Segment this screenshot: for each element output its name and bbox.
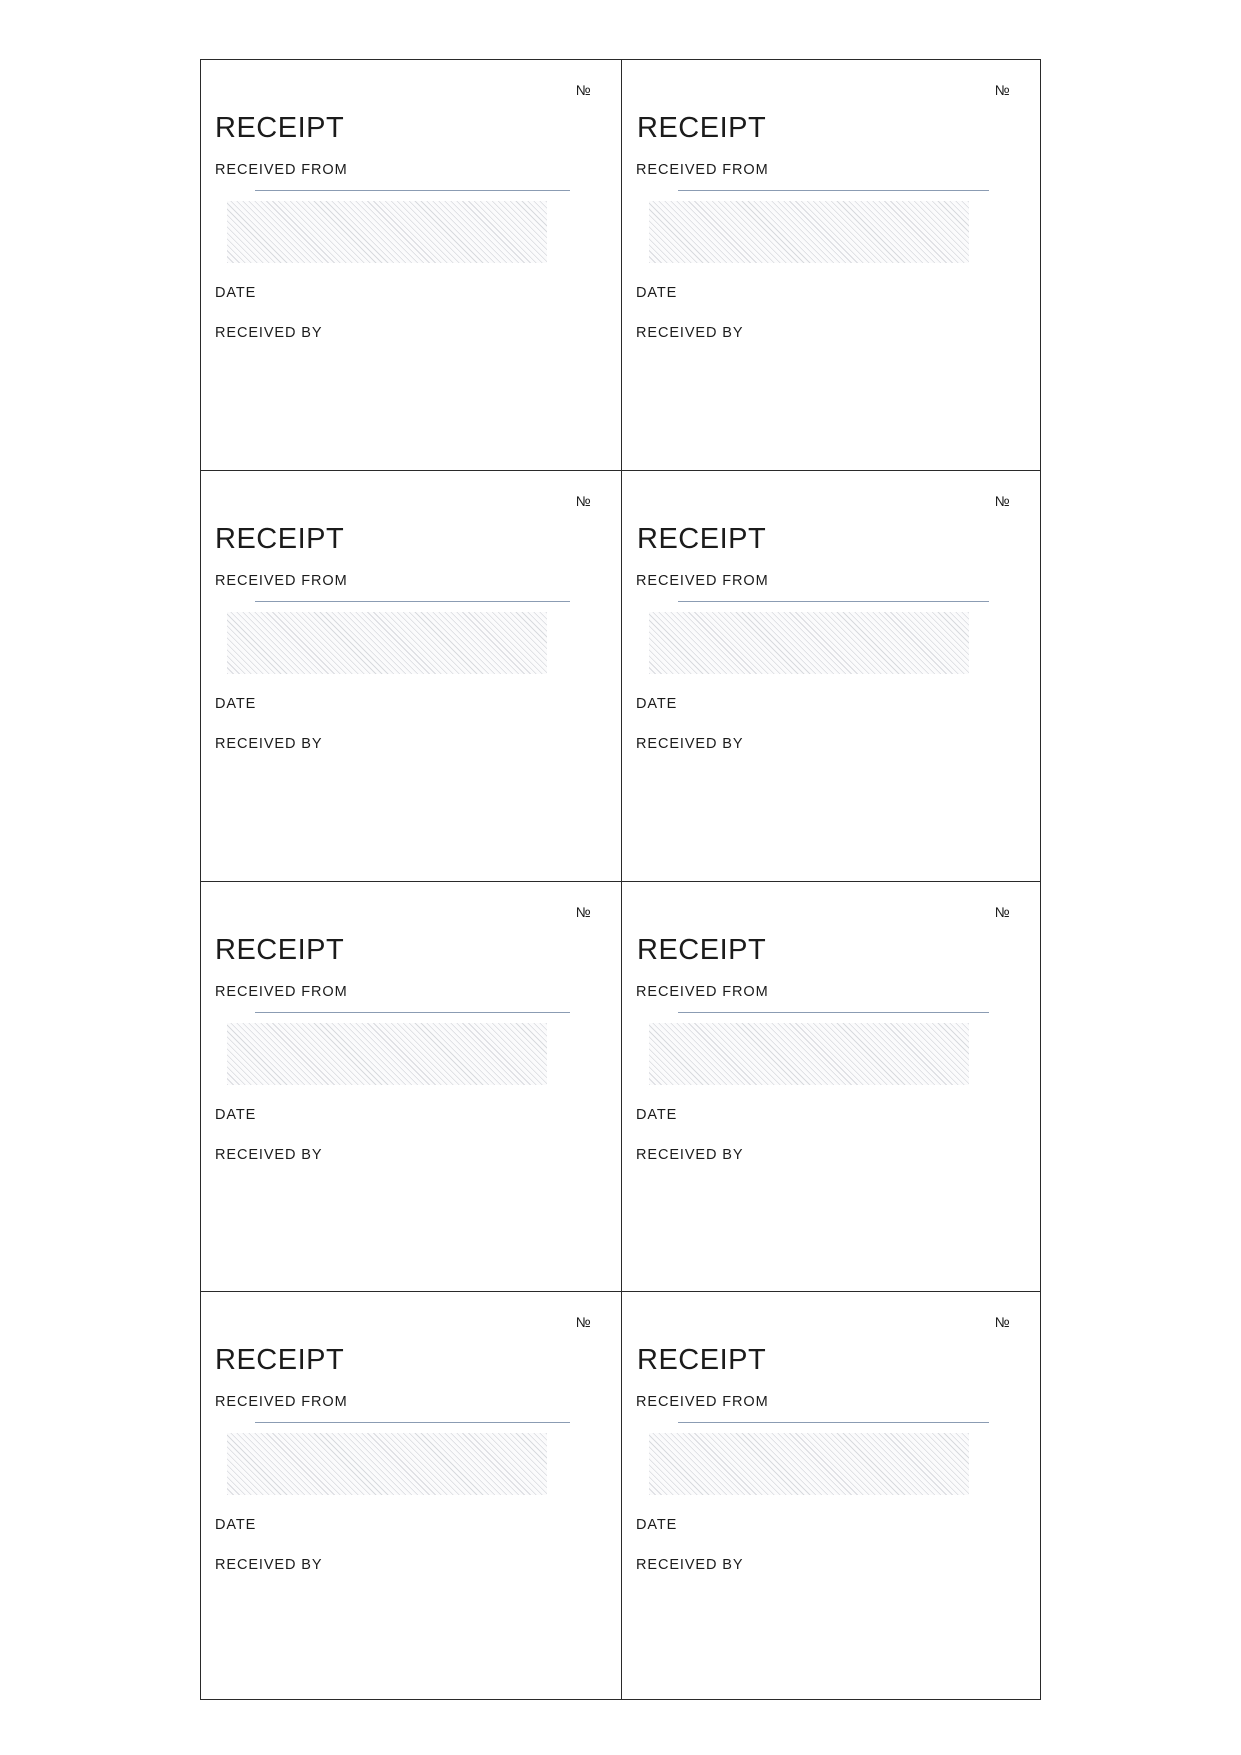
received-by-label: RECEIVED BY bbox=[215, 736, 323, 752]
received-from-rule bbox=[255, 601, 570, 602]
receipt-title: RECEIPT bbox=[215, 934, 345, 966]
received-by-label: RECEIVED BY bbox=[636, 325, 744, 341]
number-symbol: № bbox=[994, 1314, 1010, 1330]
receipt-card[interactable] bbox=[200, 881, 622, 1292]
amount-field[interactable] bbox=[649, 612, 969, 674]
amount-field[interactable] bbox=[227, 612, 547, 674]
received-from-rule bbox=[255, 190, 570, 191]
date-label: DATE bbox=[636, 285, 678, 301]
number-symbol: № bbox=[994, 493, 1010, 509]
received-from-rule bbox=[255, 1012, 570, 1013]
number-symbol: № bbox=[575, 904, 591, 920]
receipt-card[interactable] bbox=[200, 1291, 622, 1700]
receipt-card[interactable] bbox=[621, 470, 1041, 882]
received-by-label: RECEIVED BY bbox=[215, 325, 323, 341]
receipt-card[interactable] bbox=[621, 881, 1041, 1292]
amount-field[interactable] bbox=[227, 201, 547, 263]
number-symbol: № bbox=[575, 82, 591, 98]
received-by-label: RECEIVED BY bbox=[215, 1147, 323, 1163]
receipt-title: RECEIPT bbox=[637, 523, 767, 555]
received-by-label: RECEIVED BY bbox=[215, 1557, 323, 1573]
received-from-label: RECEIVED FROM bbox=[636, 573, 769, 589]
date-label: DATE bbox=[636, 696, 678, 712]
amount-field[interactable] bbox=[227, 1433, 547, 1495]
date-label: DATE bbox=[215, 1517, 257, 1533]
number-symbol: № bbox=[575, 1314, 591, 1330]
receipt-title: RECEIPT bbox=[637, 934, 767, 966]
receipt-title: RECEIPT bbox=[637, 112, 767, 144]
receipt-grid bbox=[200, 59, 1040, 1699]
received-from-rule bbox=[255, 1422, 570, 1423]
number-symbol: № bbox=[994, 904, 1010, 920]
received-from-label: RECEIVED FROM bbox=[215, 573, 348, 589]
received-from-rule bbox=[678, 1012, 989, 1013]
receipt-title: RECEIPT bbox=[637, 1344, 767, 1376]
amount-field[interactable] bbox=[649, 201, 969, 263]
receipt-title: RECEIPT bbox=[215, 523, 345, 555]
received-from-label: RECEIVED FROM bbox=[636, 162, 769, 178]
date-label: DATE bbox=[215, 696, 257, 712]
date-label: DATE bbox=[215, 1107, 257, 1123]
date-label: DATE bbox=[215, 285, 257, 301]
number-symbol: № bbox=[575, 493, 591, 509]
amount-field[interactable] bbox=[227, 1023, 547, 1085]
number-symbol: № bbox=[994, 82, 1010, 98]
received-from-label: RECEIVED FROM bbox=[215, 1394, 348, 1410]
date-label: DATE bbox=[636, 1107, 678, 1123]
received-from-rule bbox=[678, 1422, 989, 1423]
amount-field[interactable] bbox=[649, 1433, 969, 1495]
receipt-title: RECEIPT bbox=[215, 112, 345, 144]
received-from-label: RECEIVED FROM bbox=[636, 984, 769, 1000]
received-from-label: RECEIVED FROM bbox=[215, 162, 348, 178]
receipt-card[interactable] bbox=[621, 1291, 1041, 1700]
amount-field[interactable] bbox=[649, 1023, 969, 1085]
received-by-label: RECEIVED BY bbox=[636, 1557, 744, 1573]
received-by-label: RECEIVED BY bbox=[636, 1147, 744, 1163]
received-from-label: RECEIVED FROM bbox=[636, 1394, 769, 1410]
receipt-card[interactable] bbox=[621, 59, 1041, 471]
received-by-label: RECEIVED BY bbox=[636, 736, 744, 752]
receipt-card[interactable] bbox=[200, 470, 622, 882]
date-label: DATE bbox=[636, 1517, 678, 1533]
receipt-card[interactable] bbox=[200, 59, 622, 471]
received-from-rule bbox=[678, 190, 989, 191]
received-from-rule bbox=[678, 601, 989, 602]
receipt-title: RECEIPT bbox=[215, 1344, 345, 1376]
received-from-label: RECEIVED FROM bbox=[215, 984, 348, 1000]
